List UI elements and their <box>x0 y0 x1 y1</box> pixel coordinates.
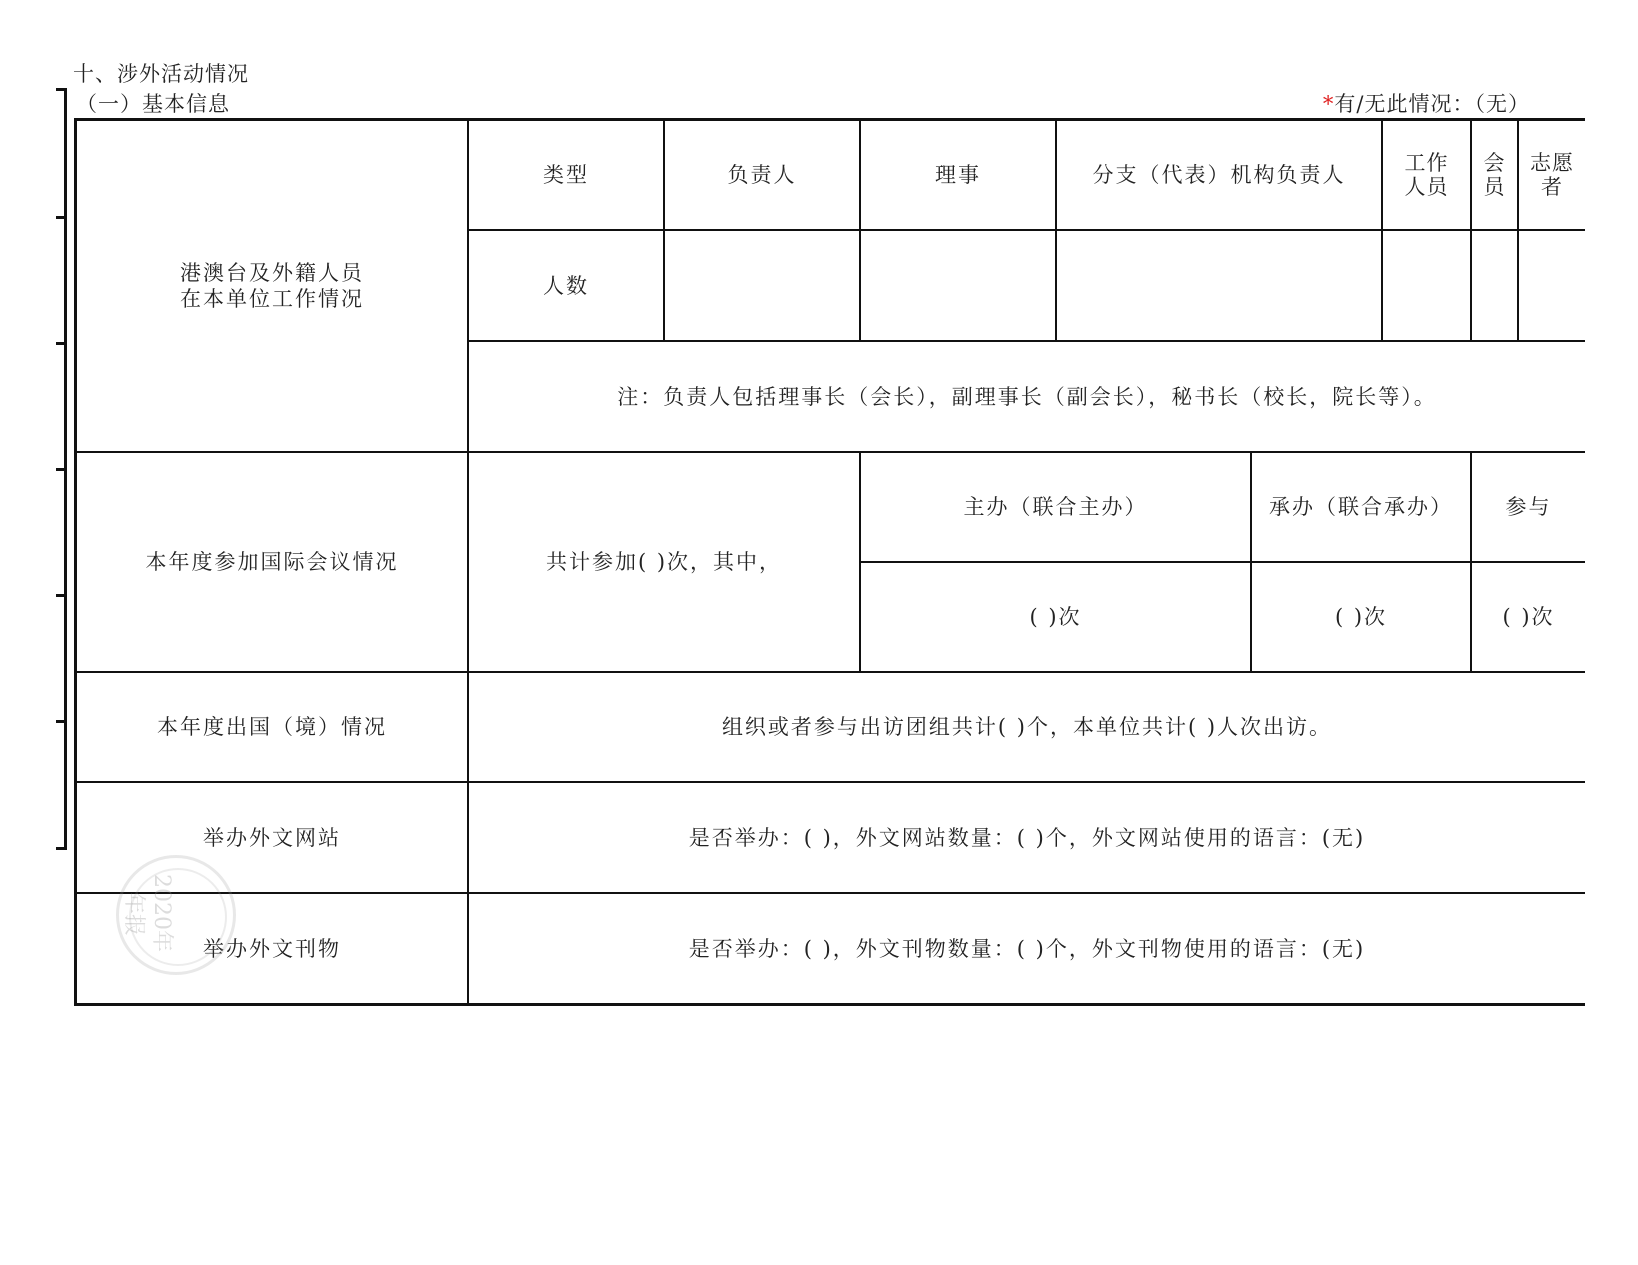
count-director[interactable] <box>861 231 1055 340</box>
header-director: 理事 <box>935 163 981 187</box>
count-branch-head[interactable] <box>1057 231 1381 340</box>
conference-label: 本年度参加国际会议情况 <box>145 550 399 574</box>
foreign-staff-note: 注：负责人包括理事长（会长），副理事长（副会长），秘书长（校长，院长等）。 <box>617 384 1437 409</box>
overseas-label: 本年度出国（境）情况 <box>157 715 387 739</box>
status-indicator <box>1323 88 1530 118</box>
required-mark: * <box>1322 92 1335 116</box>
overseas-text: 组织或者参与出访团组共计( )个，本单位共计( )人次出访。 <box>721 715 1333 739</box>
conference-header-organizer: 承办（联合承办） <box>1269 495 1453 519</box>
conference-value-participate: ( )次 <box>1502 605 1555 629</box>
subsection-title: （一）基本信息 <box>76 92 230 116</box>
status-value: （无） <box>1474 92 1530 116</box>
foreign-staff-label <box>77 121 467 451</box>
conference-value-host: ( )次 <box>1029 605 1082 629</box>
publication-text: 是否举办：( )，外文刊物数量：( )个，外文刊物使用的语言：(无) <box>688 936 1366 961</box>
header-member: 会员 <box>1483 151 1506 199</box>
header-responsible-person: 负责人 <box>727 163 797 187</box>
website-text: 是否举办：( )，外文网站数量：( )个，外文网站使用的语言：(无) <box>688 825 1366 850</box>
section-title: 十、涉外活动情况 <box>73 62 249 86</box>
conference-header-participate: 参与 <box>1505 495 1552 519</box>
header-staff: 工作人员 <box>1404 151 1449 199</box>
watermark-seal <box>116 855 236 975</box>
conference-header-host: 主办（联合主办） <box>963 495 1148 519</box>
count-responsible-person[interactable] <box>665 231 859 340</box>
count-volunteer[interactable] <box>1519 231 1585 340</box>
publication-label: 举办外文刊物 <box>203 936 341 961</box>
conference-total: 共计参加( )次，其中， <box>545 550 783 574</box>
foreign-staff-label-line1: 港澳台及外籍人员 <box>180 261 364 285</box>
count-member[interactable] <box>1472 231 1517 340</box>
header-volunteer: 志愿者 <box>1530 151 1574 199</box>
header-type: 类型 <box>543 163 589 187</box>
count-staff[interactable] <box>1383 231 1470 340</box>
conference-value-organizer: ( )次 <box>1334 605 1388 629</box>
website-label: 举办外文网站 <box>203 825 341 850</box>
header-branch-head: 分支（代表）机构负责人 <box>1092 163 1346 187</box>
status-label: 有/无此情况： <box>1334 92 1475 116</box>
watermark-report: 年报 <box>121 892 146 937</box>
count-label: 人数 <box>543 273 589 298</box>
foreign-staff-label-line2: 在本单位工作情况 <box>180 287 364 311</box>
watermark-year: 2020年 <box>149 874 174 952</box>
